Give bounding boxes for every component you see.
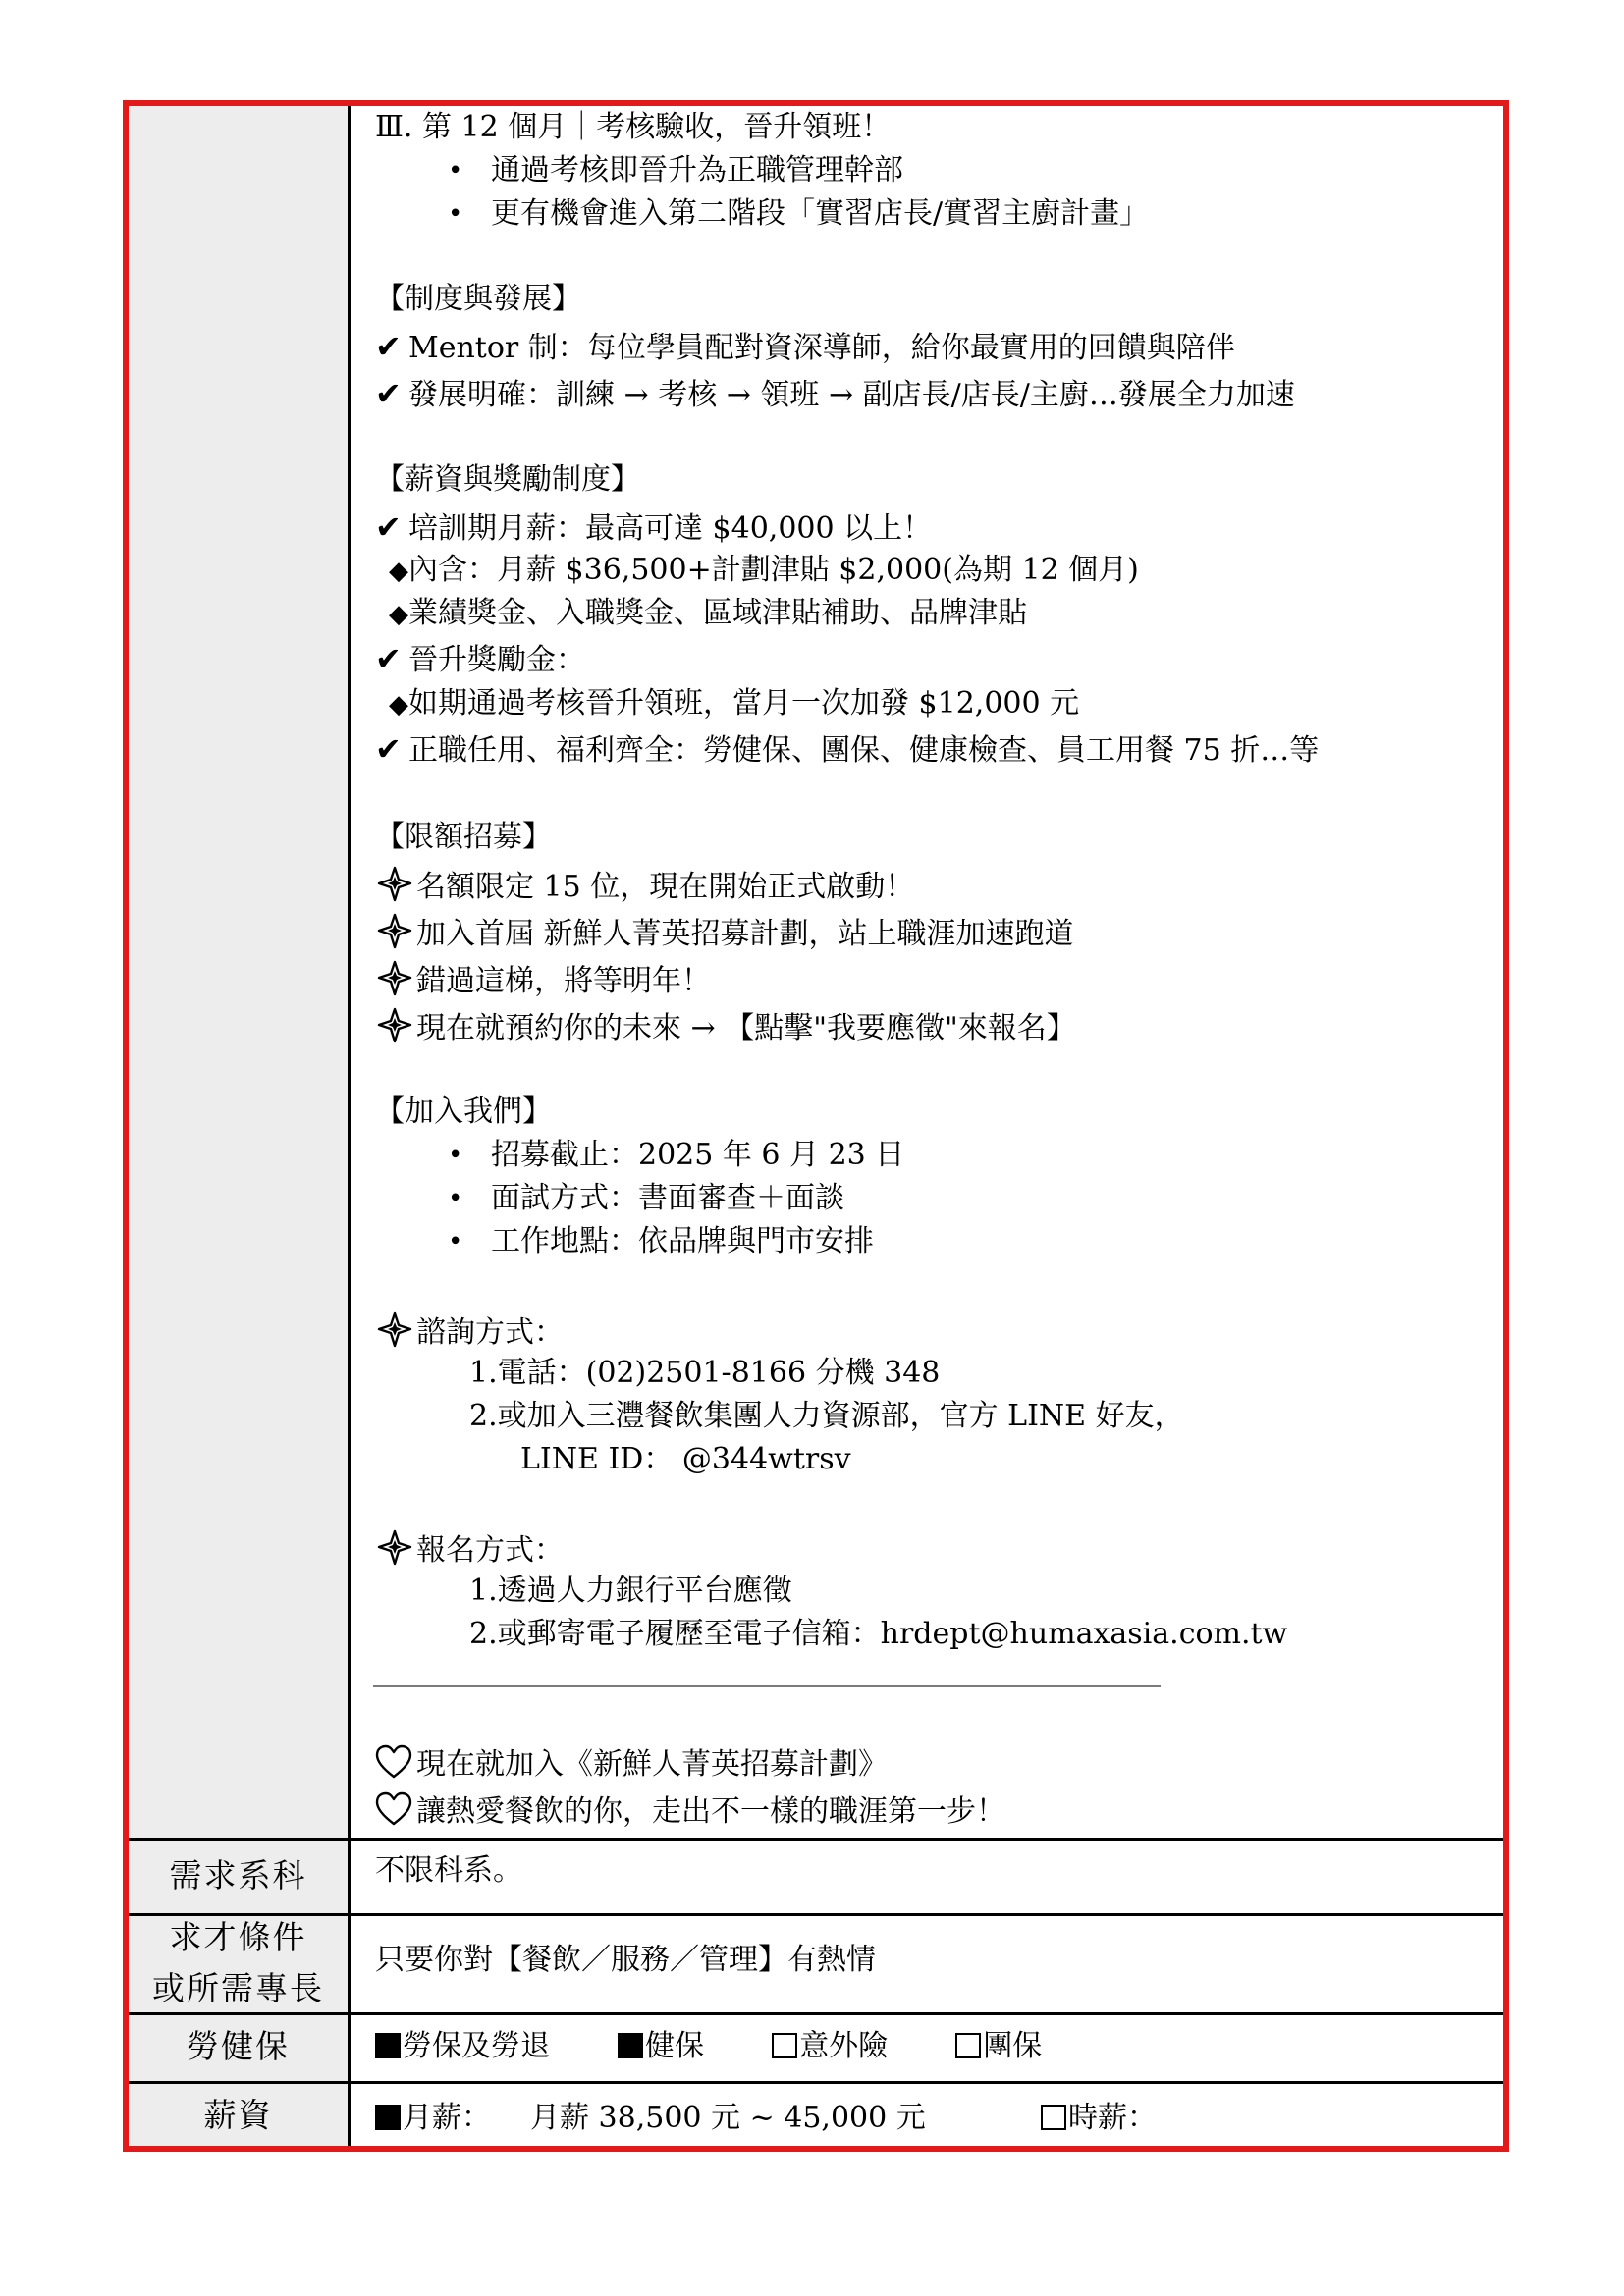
check-icon: ✔ xyxy=(375,730,402,768)
separator-line xyxy=(373,1685,1161,1687)
row-divider xyxy=(129,1838,1503,1841)
ins-label: 勞健保 xyxy=(187,2027,290,2065)
promotion-bonus: ✔ 晉升獎勵金： xyxy=(375,640,585,677)
join-item: 面試方式：書面審查＋面談 xyxy=(491,1181,844,1215)
check-icon: ✔ xyxy=(375,640,402,677)
inquiry-phone: 1.電話：(02)2501-8166 分機 348 xyxy=(469,1356,941,1390)
checkbox-empty-icon[interactable] xyxy=(772,2033,797,2058)
diamond-icon: ◆ xyxy=(389,600,408,629)
sparkle-icon xyxy=(375,1528,414,1568)
inquiry-line: 2.或加入三灃餐飲集團人力資源部，官方 LINE 好友， xyxy=(469,1399,1184,1433)
salary-sub: ◆內含：月薪 $36,500+計劃津貼 $2,000(為期 12 個月) xyxy=(389,553,1139,587)
limit-item: 名額限定 15 位，現在開始正式啟動！ xyxy=(375,865,914,907)
join-heading: 【加入我們】 xyxy=(375,1095,552,1129)
promotion-sub: ◆如期通過考核晉升領班，當月一次加發 $12,000 元 xyxy=(389,686,1080,721)
ins-option-labor[interactable]: 勞保及勞退 xyxy=(375,2029,550,2063)
dept-value: 不限科系。 xyxy=(375,1853,522,1888)
ins-option-group[interactable]: 團保 xyxy=(955,2029,1042,2063)
bullet: • xyxy=(448,156,463,186)
sparkle-icon xyxy=(375,1310,414,1350)
heart-icon xyxy=(375,1791,412,1827)
limit-item: 現在就預約你的未來 → 【點擊"我要應徵"來報名】 xyxy=(375,1006,1076,1048)
apply-email: 2.或郵寄電子履歷至電子信箱：hrdept@humaxasia.com.tw xyxy=(469,1617,1288,1651)
checkbox-checked-icon[interactable] xyxy=(375,2105,401,2130)
limit-item: 錯過這梯，將等明年！ xyxy=(375,959,711,1001)
ins-option-accident[interactable]: 意外險 xyxy=(772,2029,888,2063)
bullet: • xyxy=(448,1141,463,1170)
join-item: 招募截止：2025 年 6 月 23 日 xyxy=(491,1138,905,1172)
bullet: • xyxy=(448,1227,463,1256)
pay-hourly: 時薪： xyxy=(1041,2099,1157,2138)
sparkle-icon xyxy=(375,959,414,998)
pay-monthly-value: 月薪 38,500 元 ~ 45,000 元 xyxy=(530,2101,926,2135)
stage3-title: Ⅲ. 第 12 個月｜考核驗收，晉升領班！ xyxy=(375,110,892,144)
check-icon: ✔ xyxy=(375,328,402,365)
check-icon: ✔ xyxy=(375,375,402,412)
inquiry-line-id: LINE ID： @344wtrsv xyxy=(520,1442,851,1476)
checkbox-empty-icon[interactable] xyxy=(1041,2105,1066,2130)
salary-sub: ◆業績獎金、入職獎金、區域津貼補助、品牌津貼 xyxy=(389,596,1027,630)
checkbox-checked-icon[interactable] xyxy=(618,2033,643,2058)
bullet: • xyxy=(448,199,463,229)
pay-monthly: 月薪： 月薪 38,500 元 ~ 45,000 元 xyxy=(375,2099,926,2138)
limit-item: 加入首屆 新鮮人菁英招募計劃，站上職涯加速跑道 xyxy=(375,912,1074,954)
diamond-icon: ◆ xyxy=(389,690,408,720)
heart-icon xyxy=(375,1744,412,1780)
row-divider xyxy=(129,2081,1503,2084)
system-item: ✔ Mentor 制：每位學員配對資深導師，給你最實用的回饋與陪伴 xyxy=(375,328,1235,365)
dept-label: 需求系科 xyxy=(169,1856,307,1895)
checkbox-checked-icon[interactable] xyxy=(375,2033,401,2058)
system-item: ✔ 發展明確：訓練 → 考核 → 領班 → 副店長/店長/主廚…發展全力加速 xyxy=(375,375,1295,412)
apply-heading: 報名方式： xyxy=(375,1528,564,1571)
checkbox-empty-icon[interactable] xyxy=(955,2033,981,2058)
sparkle-icon xyxy=(375,865,414,904)
join-item: 工作地點：依品牌與門市安排 xyxy=(491,1224,874,1258)
heart-line: 現在就加入《新鮮人菁英招募計劃》 xyxy=(375,1744,888,1785)
stage3-point: 通過考核即晉升為正職管理幹部 xyxy=(491,153,903,187)
apply-item: 1.透過人力銀行平台應徵 xyxy=(469,1574,792,1608)
sparkle-icon xyxy=(375,912,414,951)
sparkle-icon xyxy=(375,1006,414,1045)
benefits: ✔ 正職任用、福利齊全：勞健保、團保、健康檢查、員工用餐 75 折…等 xyxy=(375,730,1320,768)
check-icon: ✔ xyxy=(375,508,402,546)
salary-heading: 【薪資與獎勵制度】 xyxy=(375,462,640,497)
req-label-2: 或所需專長 xyxy=(152,1969,324,2007)
heart-line: 讓熱愛餐飲的你，走出不一樣的職涯第一步！ xyxy=(375,1791,1005,1832)
pay-label: 薪資 xyxy=(203,2096,273,2134)
stage3-point: 更有機會進入第二階段「實習店長/實習主廚計畫」 xyxy=(491,196,1150,231)
req-value: 只要你對【餐飲／服務／管理】有熱情 xyxy=(375,1943,876,1977)
diamond-icon: ◆ xyxy=(389,557,408,586)
req-label-1: 求才條件 xyxy=(169,1918,307,1956)
salary-training: ✔ 培訓期月薪：最高可達 $40,000 以上！ xyxy=(375,508,933,546)
bullet: • xyxy=(448,1184,463,1213)
system-heading: 【制度與發展】 xyxy=(375,282,581,316)
limit-heading: 【限額招募】 xyxy=(375,820,552,854)
ins-option-health[interactable]: 健保 xyxy=(618,2029,704,2063)
inquiry-heading: 諮詢方式： xyxy=(375,1310,564,1353)
ins-options xyxy=(375,2027,1042,2066)
